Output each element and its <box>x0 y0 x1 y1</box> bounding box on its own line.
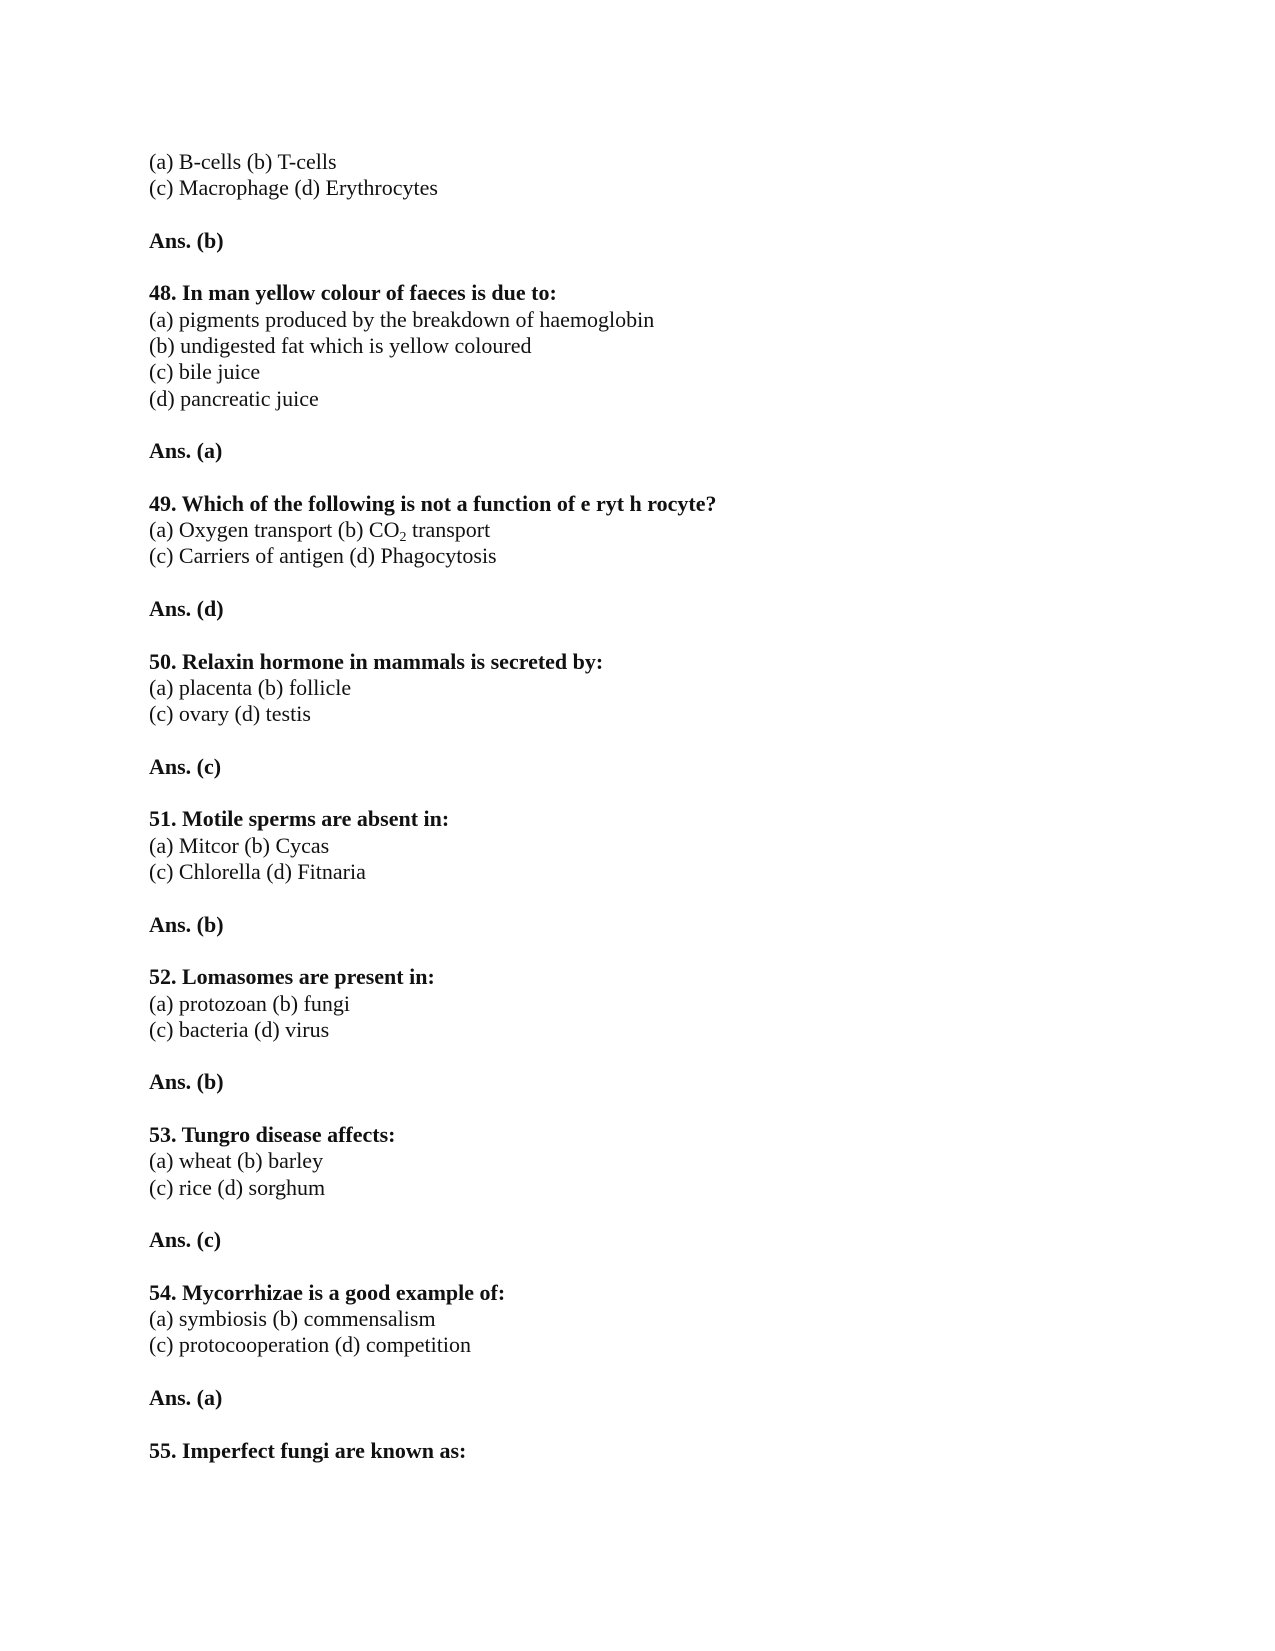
option-line: (b) undigested fat which is yellow coloured <box>149 333 532 359</box>
option-line: (a) Mitcor (b) Cycas <box>149 832 330 858</box>
option-line: (c) ovary (d) testis <box>149 701 311 727</box>
option-line: (d) pancreatic juice <box>149 385 319 411</box>
subscript: 2 <box>399 530 407 546</box>
answer-49: Ans. (d) <box>149 596 224 622</box>
option-line: (c) Chlorella (d) Fitnaria <box>149 859 366 885</box>
answer-48: Ans. (a) <box>149 438 223 464</box>
option-line: (c) rice (d) sorghum <box>149 1174 326 1200</box>
answer-52: Ans. (b) <box>149 1069 224 1095</box>
answer-50: Ans. (c) <box>149 753 222 779</box>
answer-51: Ans. (b) <box>149 911 224 937</box>
option-line: (a) placenta (b) follicle <box>149 674 352 700</box>
option-line: (a) symbiosis (b) commensalism <box>149 1306 436 1332</box>
option-line: (c) bacteria (d) virus <box>149 1016 330 1042</box>
option-line <box>149 517 1149 546</box>
option-line: (c) bile juice <box>149 359 261 385</box>
question-49: 49. Which of the following is not a function of e ryt h rocyte? <box>149 490 717 516</box>
question-48: 48. In man yellow colour of faeces is due to: <box>149 280 557 306</box>
option-line: (a) protozoan (b) fungi <box>149 990 350 1016</box>
option-line: (a) wheat (b) barley <box>149 1148 324 1174</box>
answer-line: Ans. (b) <box>149 227 224 253</box>
option-line: (c) protocooperation (d) competition <box>149 1332 471 1358</box>
answer-54: Ans. (a) <box>149 1384 223 1410</box>
option-line: (c) Macrophage (d) Erythrocytes <box>149 175 438 201</box>
question-50: 50. Relaxin hormone in mammals is secreted by: <box>149 648 604 674</box>
option-line: (a) pigments produced by the breakdown of haemoglobin <box>149 306 655 332</box>
option-text: transport <box>406 517 491 543</box>
question-51: 51. Motile sperms are absent in: <box>149 806 450 832</box>
question-55: 55. Imperfect fungi are known as: <box>149 1437 467 1463</box>
option-text: (a) Oxygen transport (b) CO <box>149 517 400 543</box>
answer-53: Ans. (c) <box>149 1227 222 1253</box>
option-line: (c) Carriers of antigen (d) Phagocytosis <box>149 543 497 569</box>
page-content <box>149 149 1149 1464</box>
question-53: 53. Tungro disease affects: <box>149 1121 396 1147</box>
option-line: (a) B-cells (b) T-cells <box>149 149 337 174</box>
question-54: 54. Mycorrhizae is a good example of: <box>149 1279 506 1305</box>
question-52: 52. Lomasomes are present in: <box>149 964 435 990</box>
